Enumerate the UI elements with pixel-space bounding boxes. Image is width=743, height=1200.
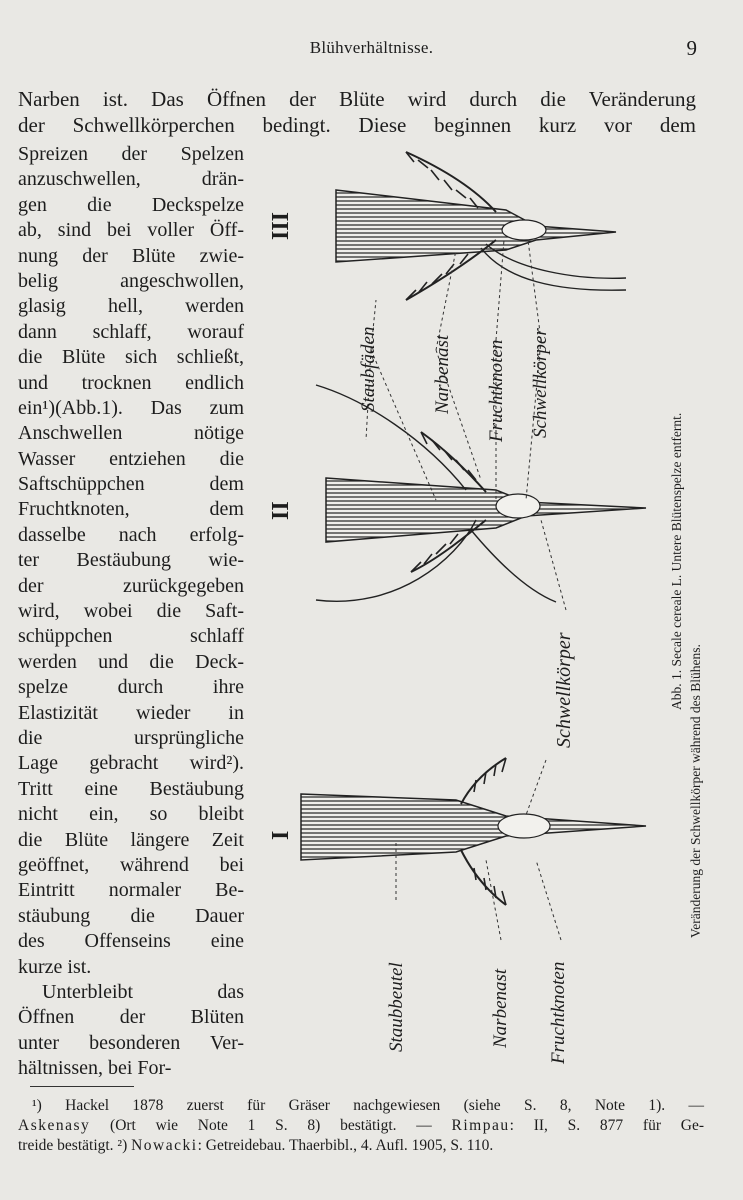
label-narbenast-lower: Narbenast <box>490 968 511 1048</box>
body-line: schüppchen schlaff <box>18 625 244 648</box>
label-staubbeutel: Staubbeutel <box>386 962 407 1052</box>
body-line: die Blüte sich schließt, <box>18 346 244 369</box>
footnote-line <box>18 1136 704 1156</box>
footnote-line <box>18 1116 704 1136</box>
body-line: der Schwellkörperchen bedingt. Diese beginnen kurz vor dem <box>18 113 696 137</box>
body-line: des Offenseins eine <box>18 930 244 953</box>
body-line: Fruchtknoten, dem <box>18 498 244 521</box>
label-fruchtknoten-lower: Fruchtknoten <box>548 961 569 1064</box>
body-line: geöffnet, während bei <box>18 853 244 876</box>
body-line: die Blüte längere Zeit <box>18 828 244 851</box>
body-line: Anschwellen nötige <box>18 422 244 445</box>
body-line: wird, wobei die Saft- <box>18 600 244 623</box>
author-name: Rimpau <box>451 1117 510 1134</box>
stage-label: II <box>268 501 294 520</box>
author-name: Nowacki <box>131 1137 198 1154</box>
label-staubfaeden: Staubfäden <box>358 326 379 412</box>
footnote-text: : Getreidebau. Thaerbibl., 4. Aufl. 1905, S. 110. <box>197 1137 494 1154</box>
body-line: und trocknen endlich <box>18 371 244 394</box>
body-line: spelze durch ihre <box>18 676 244 699</box>
flower-stage-III <box>336 152 626 300</box>
body-line: ter Bestäubung wie- <box>18 549 244 572</box>
footnote-text: : II, S. 877 für Ge- <box>509 1117 704 1134</box>
body-line: Öffnen der Blüten <box>18 1006 244 1029</box>
body-line: Wasser entziehen die <box>18 447 244 470</box>
page-number: 9 <box>686 36 697 60</box>
body-line: Narben ist. Das Öffnen der Blüte wird durch die Veränderung <box>18 87 696 111</box>
footnotes <box>18 1096 704 1156</box>
stage-label: III <box>268 211 294 240</box>
body-line: Saftschüppchen dem <box>18 473 244 496</box>
label-schwellkoerper: Schwellkörper <box>530 328 551 438</box>
label-fruchtknoten: Fruchtknoten <box>486 339 507 442</box>
body-line: dasselbe nach erfolg- <box>18 523 244 546</box>
body-line: belig angeschwollen, <box>18 269 244 292</box>
body-line: nung der Blüte zwie- <box>18 244 244 267</box>
body-line: unter besonderen Ver- <box>18 1031 244 1054</box>
body-line: anzuschwellen, drän- <box>18 168 244 191</box>
label-narbenast: Narbenast <box>432 334 453 414</box>
body-line: der zurückgegeben <box>18 574 244 597</box>
body-line: Eintritt normaler Be- <box>18 879 244 902</box>
body-line: kurze ist. <box>18 955 92 978</box>
footnote-line: ¹) Hackel 1878 zuerst für Gräser nachgewiesen (siehe S. 8, Note 1). — <box>32 1097 704 1114</box>
author-name: Askenasy <box>18 1117 91 1134</box>
body-line: glasig hell, werden <box>18 295 244 318</box>
body-line: werden und die Deck- <box>18 650 244 673</box>
body-line: gen die Deckspelze <box>18 193 244 216</box>
body-line: ab, sind bei voller Öff- <box>18 219 244 242</box>
body-line: Elastizität wieder in <box>18 701 244 724</box>
body-line: Unterbleibt das <box>42 980 244 1003</box>
body-line: die ursprüngliche <box>18 726 244 749</box>
body-line: Tritt eine Bestäubung <box>18 777 244 800</box>
stage-label: I <box>268 830 294 840</box>
body-line: dann schlaff, worauf <box>18 320 244 343</box>
flower-stage-II <box>316 385 646 602</box>
figure-drawing <box>256 140 736 1070</box>
body-line: hältnissen, bei For- <box>18 1057 172 1080</box>
figure-caption-line2: Veränderung der Schwellkörper während des Blühens. <box>688 644 703 938</box>
body-line: ein¹)(Abb.1). Das zum <box>18 396 244 419</box>
figure-abb-1 <box>256 140 736 1070</box>
label-schwellkoerper-middle: Schwellkörper <box>553 632 575 748</box>
footnote-rule <box>30 1086 134 1087</box>
footnote-text: treide bestätigt. ²) <box>18 1137 132 1154</box>
running-header: Blühverhältnisse. <box>309 38 434 57</box>
body-line: Spreizen der Spelzen <box>18 143 244 165</box>
body-line: stäubung die Dauer <box>18 904 244 927</box>
body-column <box>18 142 244 1081</box>
body-line: nicht ein, so bleibt <box>18 803 244 826</box>
figure-caption-line1: Abb. 1. Secale cereale L. Untere Blütenspelze entfernt. <box>669 412 684 710</box>
body-line: Lage gebracht wird²). <box>18 752 244 775</box>
flower-stage-I <box>301 758 646 905</box>
footnote-text: (Ort wie Note 1 S. 8) bestätigt. — <box>90 1117 452 1134</box>
